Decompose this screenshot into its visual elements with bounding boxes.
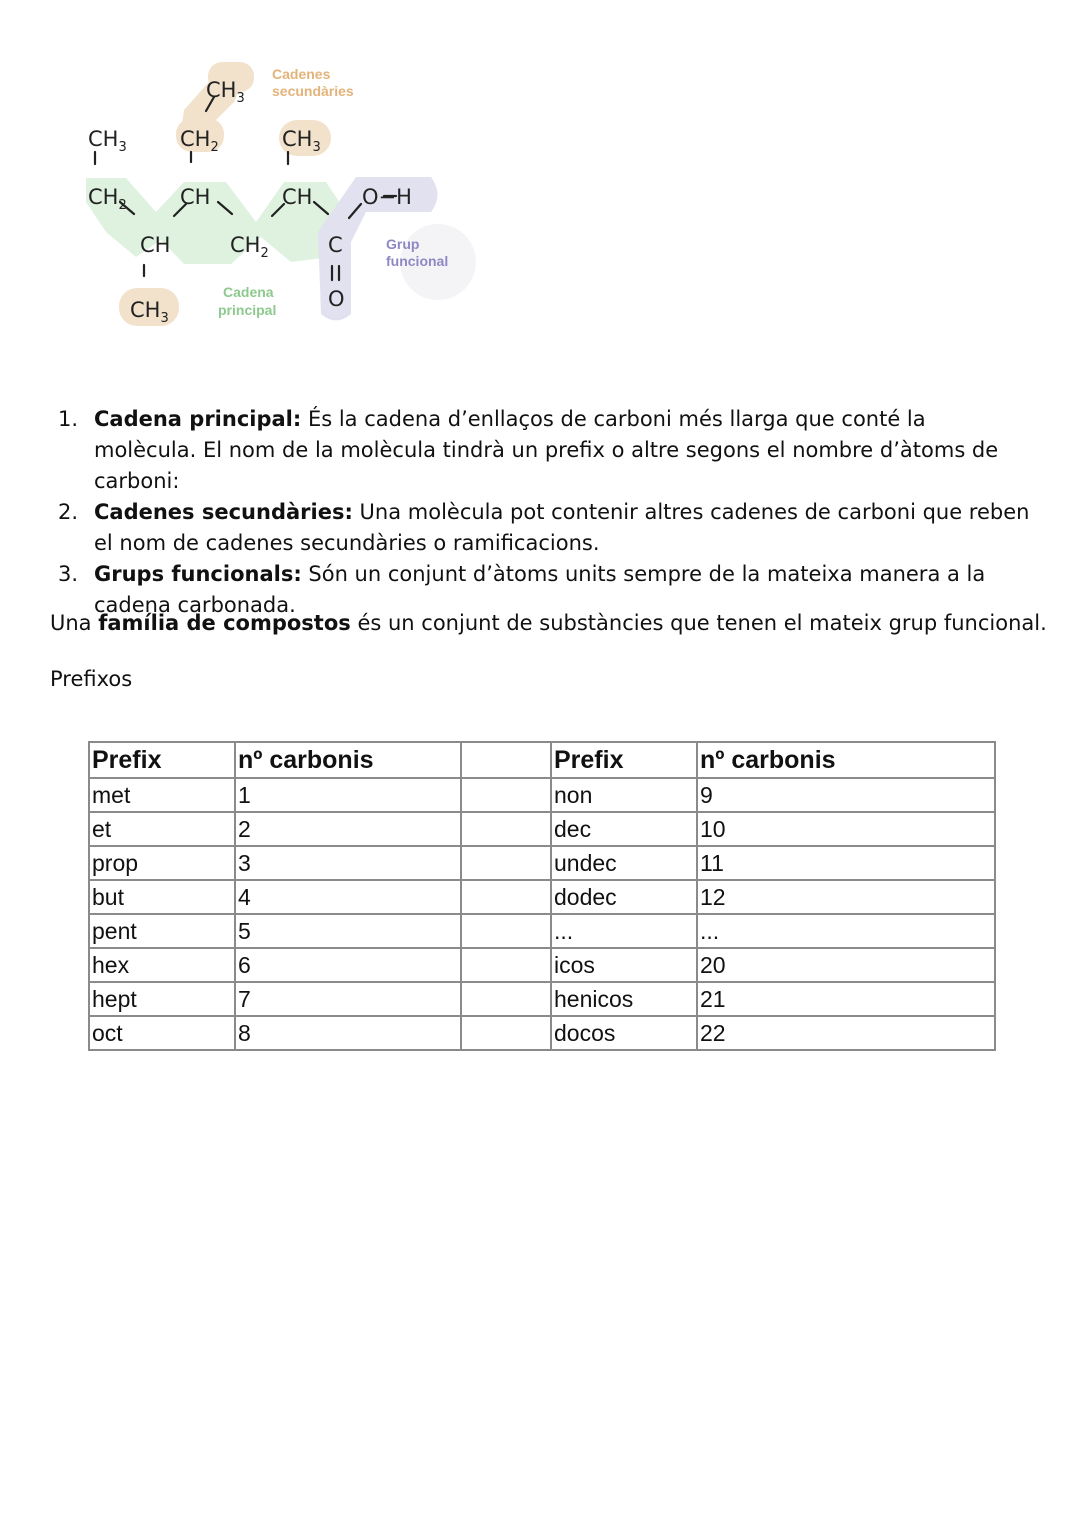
table-cell xyxy=(461,880,551,914)
item-text: Una molècula pot contenir altres cadenes de carboni que reben el nom de cadenes secundàries o ramificacions. xyxy=(94,500,1030,555)
table-cell: 12 xyxy=(697,880,995,914)
table-cell: 5 xyxy=(235,914,461,948)
table-cell: 2 xyxy=(235,812,461,846)
table-cell xyxy=(461,982,551,1016)
item-number: 3. xyxy=(58,562,79,586)
table-cell: ... xyxy=(551,914,697,948)
formula-subscript: 2 xyxy=(118,198,127,213)
formula-subscript: 3 xyxy=(312,140,321,155)
table-row xyxy=(89,982,995,1016)
item-number: 1. xyxy=(58,407,79,431)
table-cell: 1 xyxy=(235,778,461,812)
table-cell xyxy=(461,948,551,982)
table-cell: but xyxy=(89,880,235,914)
table-cell: 8 xyxy=(235,1016,461,1050)
label-main-line2: principal xyxy=(218,302,277,318)
atom-ch-bottom: CH xyxy=(140,233,171,257)
label-main-line1: Cadena xyxy=(223,284,274,300)
atom-ch2-left: $CH_2$ xyxy=(88,185,127,213)
table-cell: pent xyxy=(89,914,235,948)
table-row xyxy=(89,1016,995,1050)
header-cell: Prefix xyxy=(89,742,235,778)
table-cell: 6 xyxy=(235,948,461,982)
definition-item xyxy=(50,497,1030,559)
label-secondary-line1: Cadenes xyxy=(272,66,331,82)
item-term: Cadenes secundàries: xyxy=(94,500,353,524)
header-cell xyxy=(461,742,551,778)
atom-ch2-bottom: $CH_2$ xyxy=(230,233,269,261)
atom-ch3-right: $CH_3$ xyxy=(282,127,321,155)
table-row xyxy=(89,846,995,880)
atom-ch-2: CH xyxy=(282,185,313,209)
family-before: Una xyxy=(50,611,99,635)
formula-subscript: 3 xyxy=(236,91,245,106)
table-cell: 7 xyxy=(235,982,461,1016)
table-cell: 10 xyxy=(697,812,995,846)
formula-subscript: 2 xyxy=(260,246,269,261)
table-cell xyxy=(461,1016,551,1050)
table-cell: prop xyxy=(89,846,235,880)
table-cell: dodec xyxy=(551,880,697,914)
header-cell: nº carbonis xyxy=(235,742,461,778)
table-row xyxy=(89,914,995,948)
table-cell: 11 xyxy=(697,846,995,880)
table-cell: 9 xyxy=(697,778,995,812)
prefix-heading: Prefixos xyxy=(50,667,133,691)
atom-ch-1: CH xyxy=(180,185,211,209)
atom-ch2-mid: $CH_2$ xyxy=(180,127,219,155)
table-cell: et xyxy=(89,812,235,846)
family-term: família de compostos xyxy=(98,611,351,635)
atom-o: O xyxy=(328,287,345,311)
table-cell xyxy=(461,812,551,846)
family-after: és un conjunt de substàncies que tenen el mateix grup funcional. xyxy=(350,611,1047,635)
formula-subscript: 2 xyxy=(210,140,219,155)
table-cell xyxy=(461,914,551,948)
label-secondary-line2: secundàries xyxy=(272,83,354,99)
table-cell: met xyxy=(89,778,235,812)
item-text: És la cadena d’enllaços de carboni més llarga que conté la molècula. El nom de la molècula tindrà un prefix o altre segons el nombre d’àtoms de carboni: xyxy=(94,407,999,493)
header-cell: Prefix xyxy=(551,742,697,778)
table-cell: docos xyxy=(551,1016,697,1050)
table-cell: dec xyxy=(551,812,697,846)
atom-oh: O−H xyxy=(362,185,412,209)
table-cell: icos xyxy=(551,948,697,982)
item-number: 2. xyxy=(58,500,79,524)
table-cell: 20 xyxy=(697,948,995,982)
label-functional-line2: funcional xyxy=(386,253,449,269)
table-row xyxy=(89,778,995,812)
table-cell: henicos xyxy=(551,982,697,1016)
table-header-row xyxy=(89,742,995,778)
definition-item xyxy=(50,404,1030,497)
table-row xyxy=(89,948,995,982)
table-cell: non xyxy=(551,778,697,812)
item-term: Cadena principal: xyxy=(94,407,302,431)
table-cell xyxy=(461,778,551,812)
table-cell: ... xyxy=(697,914,995,948)
table-cell: oct xyxy=(89,1016,235,1050)
table-cell: 22 xyxy=(697,1016,995,1050)
atom-ch3-top: $CH_3$ xyxy=(206,78,245,106)
table-cell: undec xyxy=(551,846,697,880)
prefix-table xyxy=(88,741,996,1051)
table-cell: 21 xyxy=(697,982,995,1016)
table-row xyxy=(89,880,995,914)
table-cell: 3 xyxy=(235,846,461,880)
table-row xyxy=(89,812,995,846)
header-cell: nº carbonis xyxy=(697,742,995,778)
molecule-diagram xyxy=(66,52,486,342)
table-cell: 4 xyxy=(235,880,461,914)
table-cell: hept xyxy=(89,982,235,1016)
atom-c: C xyxy=(328,233,343,257)
table-cell: hex xyxy=(89,948,235,982)
item-term: Grups funcionals: xyxy=(94,562,302,586)
family-definition xyxy=(50,608,1047,639)
atom-ch3-bottom: $CH_3$ xyxy=(130,298,169,326)
item-text: Són un conjunt d’àtoms units sempre de la mateixa manera a la cadena carbonada. xyxy=(94,562,986,617)
atom-ch3-left: $CH_3$ xyxy=(88,127,127,155)
formula-subscript: 3 xyxy=(118,140,127,155)
label-functional-line1: Grup xyxy=(386,236,420,252)
definition-list xyxy=(50,404,1030,621)
formula-subscript: 3 xyxy=(160,311,169,326)
table-cell xyxy=(461,846,551,880)
